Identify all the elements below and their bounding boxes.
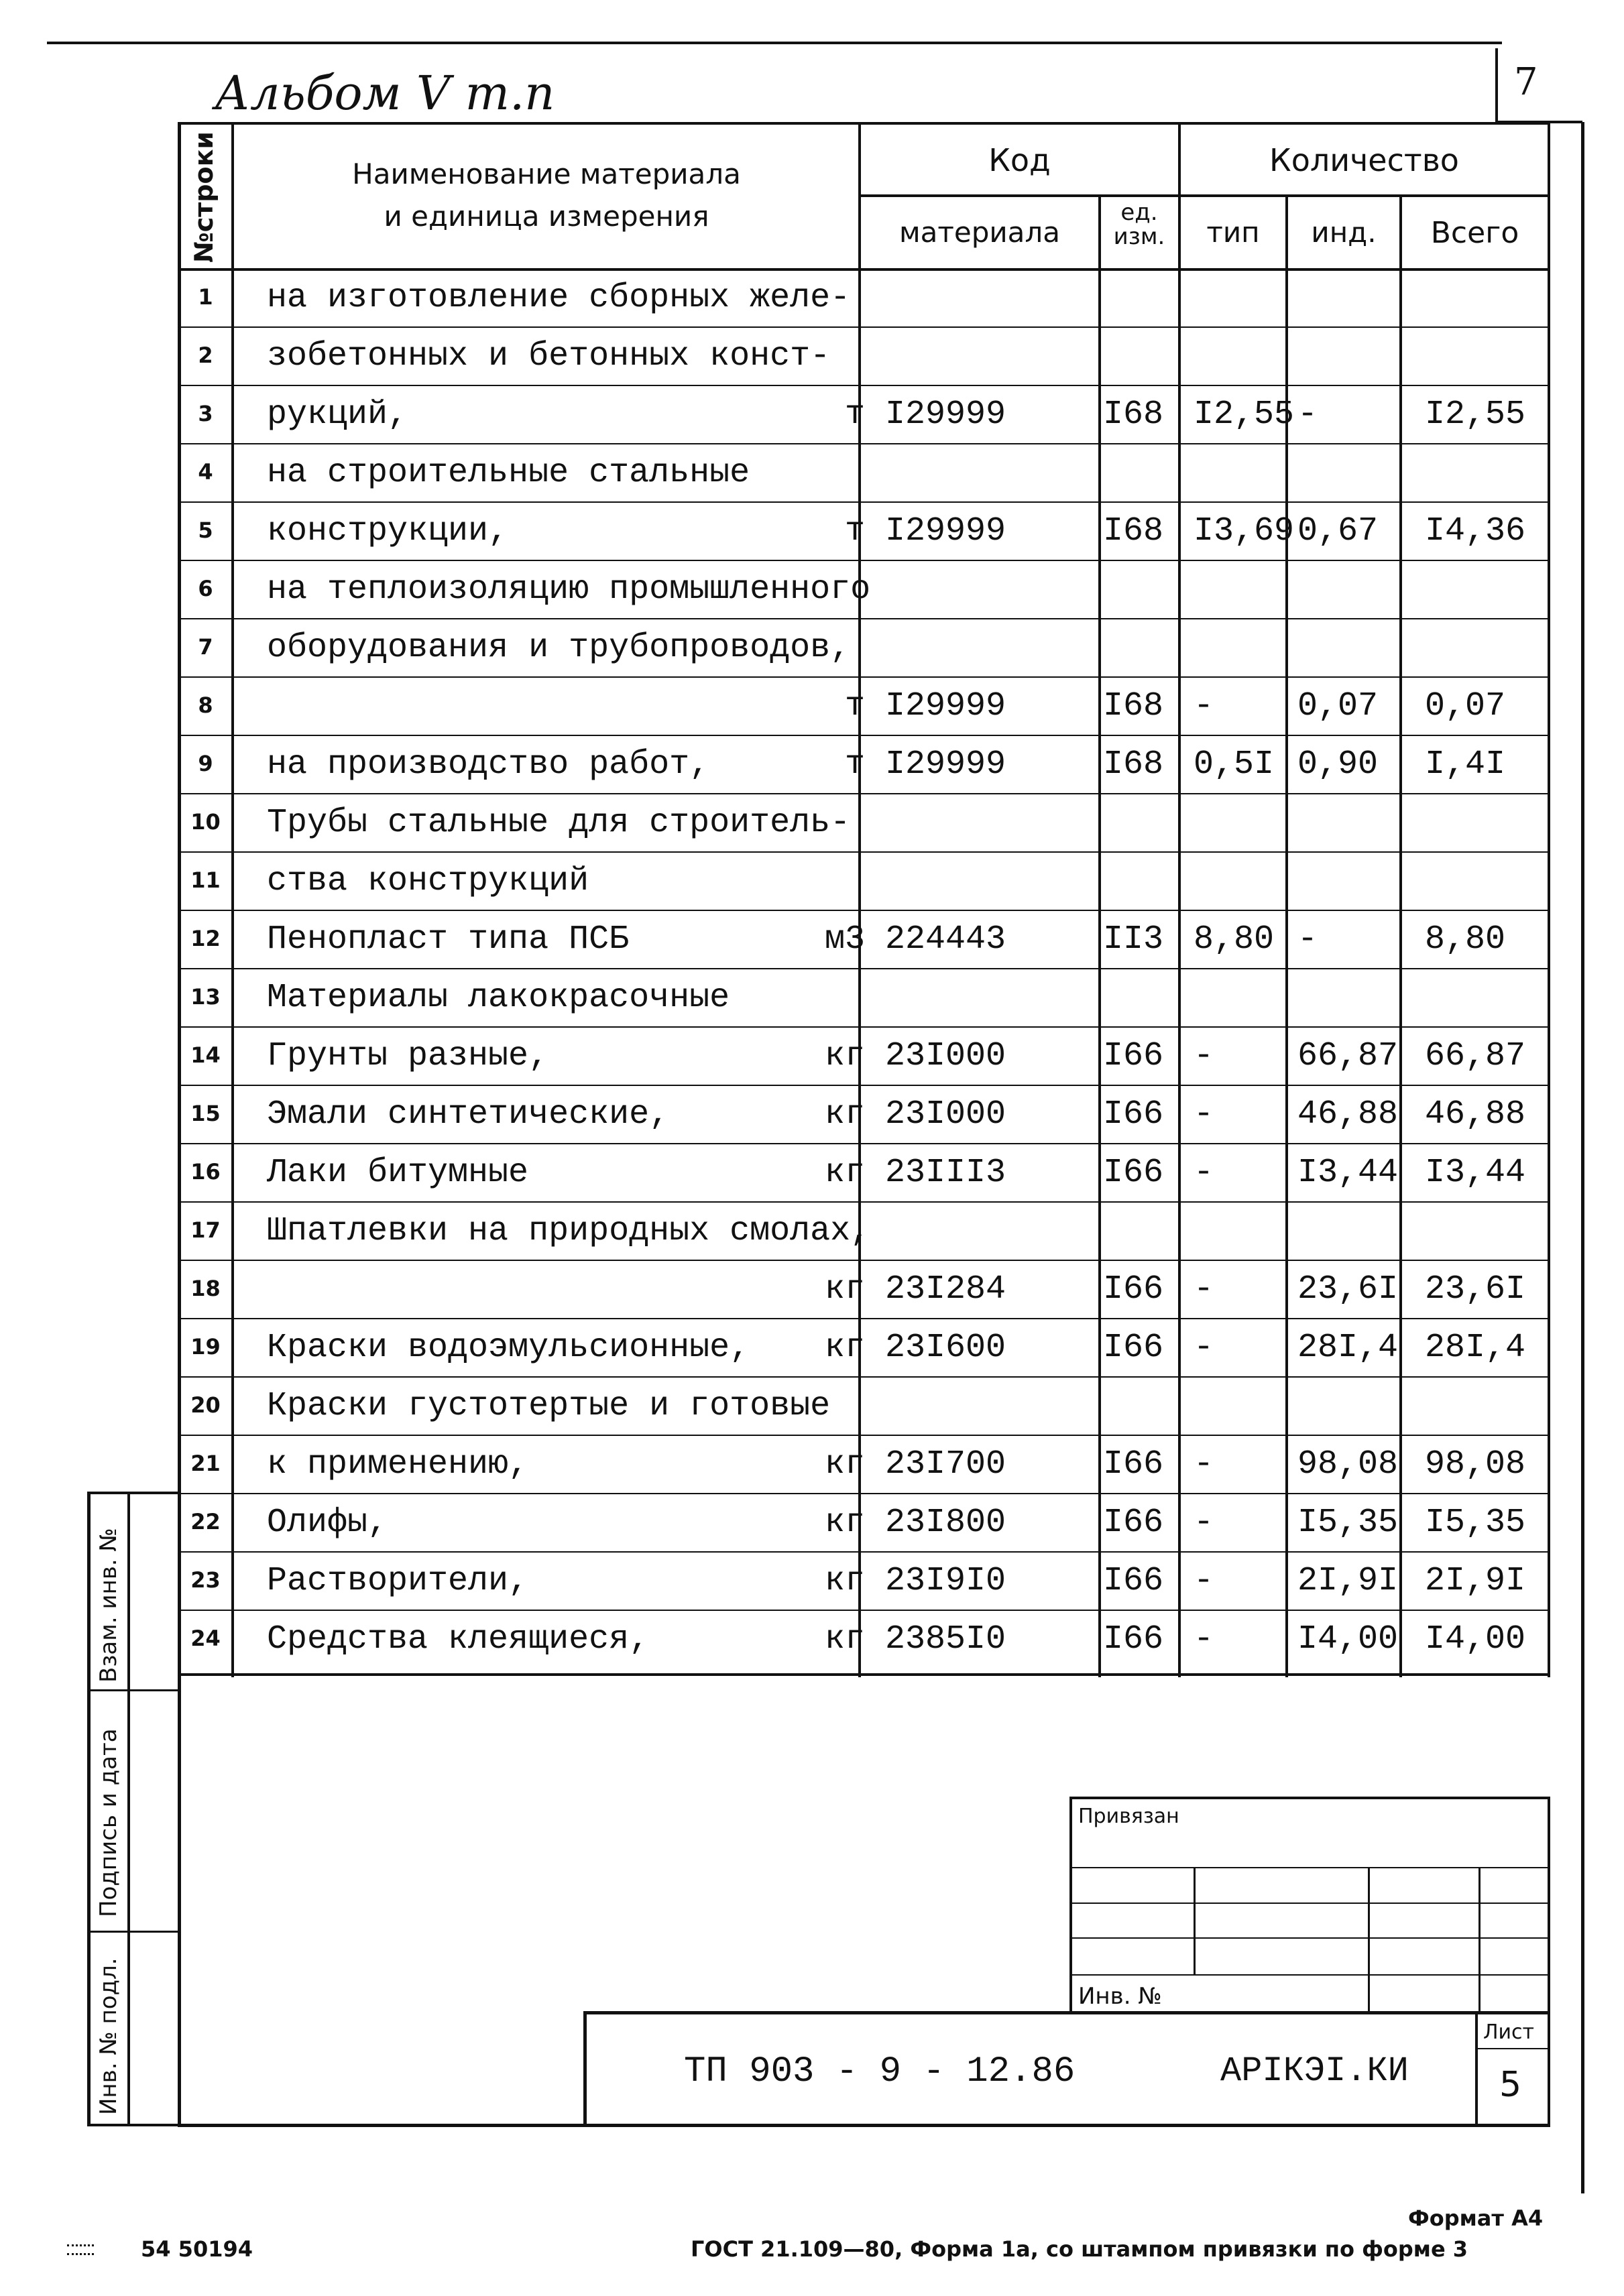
cell-ind: I4,00 [1297,1620,1399,1658]
cell-name: оборудования и трубопроводов, [267,629,851,667]
side-label-signature-date: Подпись и дата [95,1728,122,1917]
cell-name: Средства клеящиеся, [267,1620,650,1658]
row-number: 10 [190,809,221,835]
side-stamp-left [87,1492,91,2125]
cell-total: I4,00 [1425,1620,1526,1658]
side-label-inv-original: Инв. № подл. [95,1957,122,2115]
album-note: Альбом V т.п [215,66,555,121]
row-number: 8 [198,692,213,718]
cell-ind: 66,87 [1297,1037,1399,1075]
row-number: 22 [190,1509,221,1534]
cell-ed: I66 [1103,1445,1164,1484]
cell-name: ства конструкций [267,862,589,900]
cell-typ: - [1194,1445,1214,1484]
col-code-unit-header: ед. изм. [1113,199,1165,250]
row-number: 23 [190,1567,221,1593]
cell-ed: I68 [1103,396,1164,434]
cell-code: I29999 [885,396,1006,434]
cell-ind: 23,6I [1297,1270,1399,1309]
sheet-label: Лист [1483,2020,1535,2044]
cell-ed: I68 [1103,687,1164,725]
cell-ind: 0,67 [1297,512,1379,550]
row-number: 16 [190,1159,221,1185]
col-qty-header: Количество [1269,142,1459,178]
col-name-header-1: Наименование материала [352,158,741,190]
cell-unit: кг [824,1620,865,1658]
side-label-replaced-inv: Взам. инв. № [95,1528,122,1683]
cell-code: I29999 [885,687,1006,725]
cell-unit: м3 [824,920,865,959]
row-number: 19 [190,1334,221,1360]
cell-total: I3,44 [1425,1154,1526,1192]
sheet-number: 5 [1499,2065,1522,2105]
cell-unit: кг [824,1504,865,1542]
col-row-no-header: №строки [189,131,219,263]
cell-total: 0,07 [1425,687,1506,725]
cell-unit: кг [824,1095,865,1134]
row-number: 11 [190,867,221,893]
side-stamp-mid [127,1492,130,2125]
row-number: 6 [198,576,213,601]
row-number: 4 [198,459,213,485]
cell-ind: I3,44 [1297,1154,1399,1192]
cell-code: I29999 [885,745,1006,784]
cell-ind: - [1297,396,1318,434]
cell-ind: - [1297,920,1318,959]
cell-code: 23I800 [885,1504,1006,1542]
cell-ed: I66 [1103,1270,1164,1309]
doc-mark: АРIКЭI.КИ [1220,2051,1409,2091]
row-number: 12 [190,926,221,951]
col-code-material-header: материала [898,216,1060,249]
cell-name: Грунты разные, [267,1037,549,1075]
cell-name: Материалы лакокрасочные [267,979,730,1017]
cell-ed: I68 [1103,512,1164,550]
cell-ed: I68 [1103,745,1164,784]
row-number: 13 [190,984,221,1010]
row-number: 18 [190,1276,221,1301]
cell-ind: 0,90 [1297,745,1379,784]
cell-typ: - [1194,1154,1214,1192]
doc-code: ТП 903 - 9 - 12.86 [684,2051,1076,2092]
cell-name: к применению, [267,1445,529,1484]
row-number: 15 [190,1101,221,1126]
cell-total: 28I,4 [1425,1329,1526,1367]
footer-marker [67,2244,94,2255]
cell-code: 23I000 [885,1095,1006,1134]
cell-unit: т [844,687,865,725]
cell-name: Олифы, [267,1504,388,1542]
cell-ind: I5,35 [1297,1504,1399,1542]
col-name-header-2: и единица измерения [384,200,709,233]
cell-total: 46,88 [1425,1095,1526,1134]
cell-ed: I66 [1103,1329,1164,1367]
page-corner-number: 7 [1514,60,1538,104]
cell-typ: I2,55 [1194,396,1295,434]
stamp-attached-label: Привязан [1078,1805,1179,1828]
footer-standard: ГОСТ 21.109—80, Форма 1а, со штампом привязки по форме 3 [691,2236,1468,2262]
cell-unit: кг [824,1270,865,1309]
cell-name: Шпатлевки на природных смолах, [267,1212,871,1250]
cell-unit: т [844,512,865,550]
cell-name: Краски водоэмульсионные, [267,1329,750,1367]
cell-typ: 8,80 [1194,920,1275,959]
cell-total: 98,08 [1425,1445,1526,1484]
cell-typ: - [1194,1620,1214,1658]
cell-unit: кг [824,1445,865,1484]
top-rule [47,42,1502,44]
col-code-header: Код [988,142,1051,178]
cell-total: I4,36 [1425,512,1526,550]
cell-name: зобетонных и бетонных конст- [267,337,831,375]
cell-code: 23I000 [885,1037,1006,1075]
cell-typ: - [1194,1095,1214,1134]
cell-code: 23I9I0 [885,1562,1006,1600]
col-qty-total-header: Всего [1430,216,1519,250]
cell-typ: 0,5I [1194,745,1275,784]
cell-unit: т [844,745,865,784]
cell-total: 66,87 [1425,1037,1526,1075]
cell-name: рукций, [267,396,408,434]
cell-name: Эмали синтетические, [267,1095,670,1134]
cell-typ: - [1194,1329,1214,1367]
row-number: 24 [190,1626,221,1651]
cell-name: на производство работ, [267,745,710,784]
cell-typ: - [1194,1270,1214,1309]
cell-ed: I66 [1103,1620,1164,1658]
cell-total: I5,35 [1425,1504,1526,1542]
cell-code: 2385I0 [885,1620,1006,1658]
row-number: 20 [190,1392,221,1418]
cell-total: 8,80 [1425,920,1506,959]
corner-box-left [1495,48,1498,122]
cell-unit: кг [824,1037,865,1075]
cell-ed: I66 [1103,1504,1164,1542]
cell-name: Лаки битумные [267,1154,529,1192]
cell-code: 23I700 [885,1445,1006,1484]
row-number: 17 [190,1217,221,1243]
cell-total: I,4I [1425,745,1506,784]
cell-unit: т [844,396,865,434]
cell-code: 23III3 [885,1154,1006,1192]
col-qty-typ-header: тип [1206,216,1260,249]
footer-left-code: 54 50194 [141,2236,253,2262]
cell-ed: I66 [1103,1037,1164,1075]
cell-ind: 2I,9I [1297,1562,1399,1600]
cell-code: 224443 [885,920,1006,959]
row-number: 21 [190,1451,221,1476]
cell-typ: - [1194,687,1214,725]
cell-typ: - [1194,1037,1214,1075]
row-number: 1 [198,284,213,310]
cell-name: на строительные стальные [267,454,750,492]
cell-ed: I66 [1103,1562,1164,1600]
row-number: 2 [198,343,213,368]
cell-unit: кг [824,1154,865,1192]
cell-code: I29999 [885,512,1006,550]
row-number: 5 [198,518,213,543]
cell-typ: I3,69 [1194,512,1295,550]
cell-name: Трубы стальные для строитель- [267,804,851,842]
cell-name: на изготовление сборных желе- [267,279,851,317]
cell-ind: 98,08 [1297,1445,1399,1484]
cell-name: Пенопласт типа ПСБ [267,920,630,959]
cell-ed: II3 [1103,920,1164,959]
cell-ed: I66 [1103,1095,1164,1134]
cell-name: на теплоизоляцию промышленного [267,570,871,609]
cell-unit: кг [824,1329,865,1367]
col-qty-ind-header: инд. [1311,216,1377,249]
cell-code: 23I284 [885,1270,1006,1309]
cell-total: 23,6I [1425,1270,1526,1309]
cell-total: 2I,9I [1425,1562,1526,1600]
frame-right [1581,122,1584,2193]
cell-name: Краски густотертые и готовые [267,1387,831,1425]
stamp-inv-label: Инв. № [1078,1983,1162,2010]
cell-ind: 46,88 [1297,1095,1399,1134]
cell-ind: 28I,4 [1297,1329,1399,1367]
row-number: 9 [198,751,213,776]
row-number: 7 [198,634,213,660]
cell-code: 23I600 [885,1329,1006,1367]
cell-ind: 0,07 [1297,687,1379,725]
row-number: 3 [198,401,213,426]
cell-typ: - [1194,1562,1214,1600]
cell-name: конструкции, [267,512,509,550]
cell-ed: I66 [1103,1154,1164,1192]
cell-typ: - [1194,1504,1214,1542]
cell-total: I2,55 [1425,396,1526,434]
cell-name: Растворители, [267,1562,529,1600]
footer-format: Формат А4 [1408,2206,1544,2231]
row-number: 14 [190,1042,221,1068]
cell-unit: кг [824,1562,865,1600]
